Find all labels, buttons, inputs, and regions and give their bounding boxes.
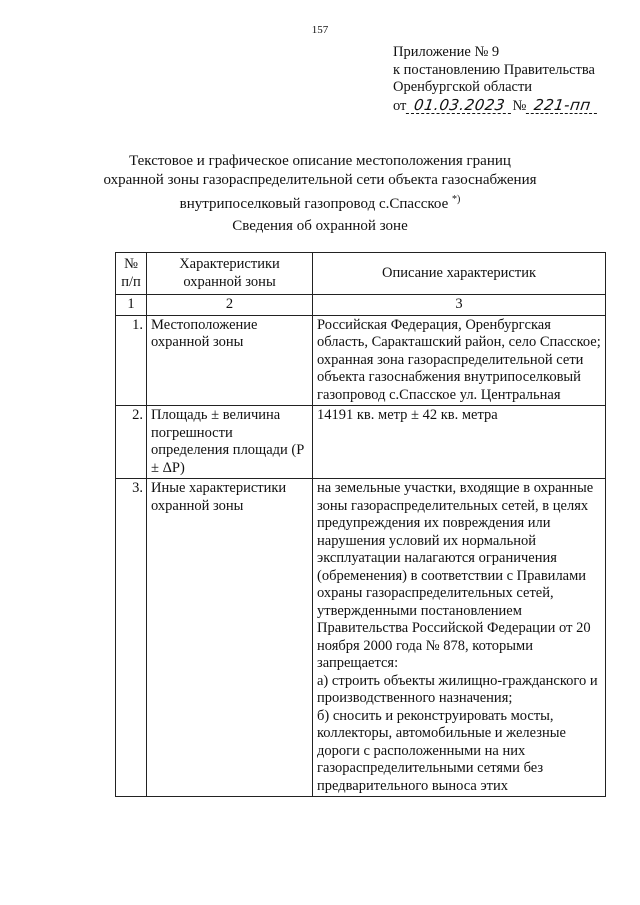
header-number: № п/п	[116, 253, 147, 295]
zone-info-table	[115, 252, 606, 797]
title-line-2: охранной зоны газораспределительной сети объекта газоснабжения	[103, 172, 537, 188]
appendix-line-1: Приложение № 9	[393, 44, 500, 60]
restriction-item-b: б) сносить и реконструировать мосты, коллекторы, автомобильные и железные дороги с расположенными на них газораспределительными сетями без предварительного выноса этих	[317, 707, 566, 794]
row-characteristic: Иные характеристики охранной зоны	[147, 479, 313, 797]
index-cell-3: 3	[313, 295, 606, 316]
number-prefix: №	[512, 97, 527, 114]
row-number: 1.	[116, 315, 147, 406]
appendix-line-3: Оренбургской области	[393, 79, 533, 95]
row-number: 3.	[116, 479, 147, 797]
row-description	[313, 479, 606, 797]
handwritten-number: 221-пп	[529, 97, 596, 115]
row-characteristic: Площадь ± величина погрешности определения площади (P ± ΔP)	[147, 406, 313, 479]
section-subtitle: Сведения об охранной зоне	[232, 218, 408, 234]
date-prefix: от	[393, 97, 407, 114]
header-characteristics: Характеристики охранной зоны	[147, 253, 313, 295]
row-description: 14191 кв. метр ± 42 кв. метра	[313, 406, 606, 479]
document-title	[60, 152, 580, 214]
row-number: 2.	[116, 406, 147, 479]
appendix-date-line	[393, 97, 595, 116]
table-header-row	[116, 253, 606, 295]
row-characteristic: Местоположение охранной зоны	[147, 315, 313, 406]
page-number: 157	[311, 24, 329, 36]
row-description-main: на земельные участки, входящие в охранные зоны газораспределительных сетей, в целях предупреждения их повреждения или нарушения условий их нормальной эксплуатации налагаются ограничения (обременения) в соответствии с Правилами охраны газораспределительных сетей, утвержденными постановлением Правительства Российской Федерации от 20 ноября 2000 года № 878, которыми запрещается:	[317, 480, 594, 671]
handwritten-date: 01.03.2023	[409, 97, 510, 115]
index-cell-2: 2	[147, 295, 313, 316]
appendix-line-2: к постановлению Правительства	[393, 61, 595, 78]
title-line-3	[60, 190, 580, 214]
appendix-header	[393, 44, 595, 115]
table-row	[116, 406, 606, 479]
table-row	[116, 315, 606, 406]
table-index-row	[116, 295, 606, 316]
index-cell-1: 1	[116, 295, 147, 316]
header-description: Описание характеристик	[313, 253, 606, 295]
title-line-3-text: внутрипоселковый газопровод с.Спасское	[179, 196, 449, 212]
restriction-item-a: а) строить объекты жилищно-гражданского и производственного назначения;	[317, 672, 598, 706]
title-line-1: Текстовое и графическое описание местоположения границ	[129, 153, 511, 169]
table-row	[116, 479, 606, 797]
footnote-mark: *)	[452, 194, 461, 205]
row-description: Российская Федерация, Оренбургская область, Саракташский район, село Спасское; охранная зона газораспределительной сети объекта газоснабжения внутрипоселковый газопровод с.Спасское ул. Центральная	[313, 315, 606, 406]
